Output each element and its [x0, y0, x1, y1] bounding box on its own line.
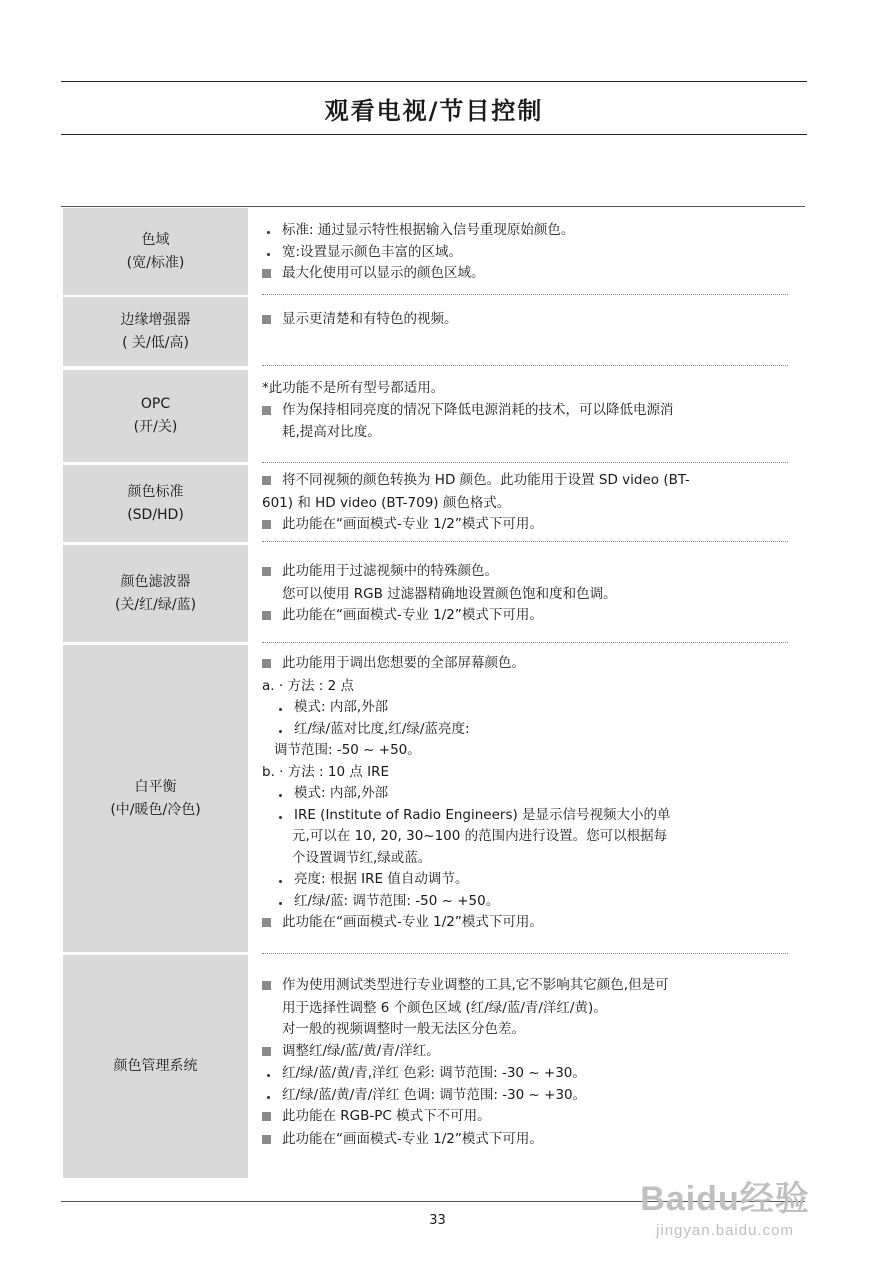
description-text: 亮度: 根据 IRE 值自动调节。 — [294, 871, 469, 887]
row-label-line: (宽/标准) — [126, 254, 185, 271]
description-text: 个设置调节红,绿或蓝。 — [292, 849, 432, 866]
row-label — [63, 955, 248, 1178]
square-bullet-icon — [262, 605, 282, 628]
dot-bullet-icon — [274, 891, 294, 913]
row-label-line: (关/红/绿/蓝) — [114, 596, 197, 613]
row-description — [262, 378, 802, 444]
description-text: 红/绿/蓝对比度,红/绿/蓝亮度: — [294, 720, 470, 737]
description-text: 最大化使用可以显示的颜色区域。 — [282, 265, 485, 281]
description-line — [262, 584, 802, 606]
description-text: 模式: 内部,外部 — [294, 699, 389, 715]
description-line — [262, 605, 802, 628]
description-line — [262, 378, 802, 400]
row-separator — [262, 953, 788, 954]
row-label-line: ( 关/低/高) — [122, 334, 189, 351]
description-line — [262, 422, 802, 444]
page-title: 观看电视/节目控制 — [324, 96, 544, 125]
description-text: 将不同视频的颜色转换为 HD 颜色。此功能用于设置 SD video (BT- — [282, 472, 690, 488]
description-line — [262, 719, 802, 741]
square-bullet-icon — [262, 514, 282, 537]
description-line — [262, 805, 802, 827]
row-label — [63, 208, 248, 295]
description-line — [262, 561, 802, 584]
dot-bullet-icon — [274, 869, 294, 891]
row-separator — [262, 642, 788, 643]
bottom-rule — [61, 1201, 805, 1202]
dot-bullet-icon — [274, 719, 294, 741]
description-text: b. · 方法 : 10 点 IRE — [262, 763, 390, 780]
description-text: 红/绿/蓝: 调节范围: -50 ~ +50。 — [294, 892, 500, 909]
row-label — [63, 297, 248, 366]
row-separator — [262, 365, 788, 366]
description-text: 红/绿/蓝/黄/青,洋红 色彩: 调节范围: -30 ~ +30。 — [282, 1065, 586, 1081]
description-text: 此功能在“画面模式-专业 1/2”模式下可用。 — [282, 516, 543, 532]
watermark-url: jingyan.baidu.com — [656, 1222, 794, 1239]
description-line — [262, 220, 802, 242]
row-description — [262, 309, 802, 332]
table-top-rule — [61, 206, 805, 207]
description-text: 调整红/绿/蓝/黄/青/洋红。 — [282, 1042, 440, 1059]
title-block — [61, 81, 807, 135]
row-label-line: 边缘增强器 — [120, 311, 191, 328]
square-bullet-icon — [262, 1041, 282, 1064]
description-line — [262, 1085, 802, 1107]
description-line — [262, 1041, 802, 1064]
description-text: *此功能不是所有型号都适用。 — [262, 380, 445, 396]
description-text: 标准: 通过显示特性根据输入信号重现原始颜色。 — [282, 222, 575, 238]
description-line — [262, 309, 802, 332]
description-line — [262, 848, 802, 870]
description-line — [262, 826, 802, 848]
description-line — [262, 783, 802, 805]
description-line — [262, 1129, 802, 1152]
description-text: 此功能用于调出您想要的全部屏幕颜色。 — [282, 655, 525, 671]
row-label-line: 颜色标准 — [127, 483, 184, 500]
row-description — [262, 561, 802, 628]
description-text: 调节范围: -50 ~ +50。 — [274, 742, 421, 758]
description-text: 模式: 内部,外部 — [294, 785, 389, 801]
dot-bullet-icon — [262, 1085, 282, 1107]
row-label — [63, 370, 248, 462]
watermark-logo: Baidu经验 — [640, 1180, 810, 1218]
row-description — [262, 470, 802, 537]
description-text: 用于选择性调整 6 个颜色区域 (红/绿/蓝/青/洋红/黄)。 — [282, 999, 607, 1016]
description-text: 此功能在 RGB-PC 模式下不可用。 — [282, 1108, 491, 1124]
description-line — [262, 676, 802, 698]
row-label-line: (中/暖色/冷色) — [110, 801, 201, 818]
description-line — [262, 912, 802, 935]
description-text: 耗,提高对比度。 — [282, 424, 381, 440]
row-separator — [262, 541, 788, 542]
description-line — [262, 1106, 802, 1129]
dot-bullet-icon — [274, 805, 294, 827]
description-text: IRE (Institute of Radio Engineers) 是显示信号视频大小的单 — [294, 806, 671, 823]
dot-bullet-icon — [274, 697, 294, 719]
row-separator — [262, 462, 788, 463]
row-label-line: 白平衡 — [134, 778, 177, 795]
description-text: 作为使用测试类型进行专业调整的工具,它不影响其它颜色,但是可 — [282, 977, 669, 993]
dot-bullet-icon — [262, 220, 282, 242]
description-line — [262, 653, 802, 676]
row-label-line: 颜色管理系统 — [113, 1058, 198, 1074]
row-description — [262, 220, 802, 286]
square-bullet-icon — [262, 1106, 282, 1129]
row-label-line: (开/关) — [133, 419, 178, 435]
row-label-line: 色域 — [141, 231, 170, 248]
description-text: 此功能在“画面模式-专业 1/2”模式下可用。 — [282, 607, 543, 623]
description-text: a. · 方法 : 2 点 — [262, 677, 354, 694]
square-bullet-icon — [262, 400, 282, 423]
row-label — [63, 465, 248, 542]
description-line — [262, 697, 802, 719]
square-bullet-icon — [262, 263, 282, 286]
description-line — [262, 740, 802, 762]
description-text: 显示更清楚和有特色的视频。 — [282, 311, 458, 327]
description-text: 601) 和 HD video (BT-709) 颜色格式。 — [262, 494, 511, 511]
description-line — [262, 891, 802, 913]
description-text: 元,可以在 10, 20, 30~100 的范围内进行设置。您可以根据每 — [292, 828, 668, 844]
dot-bullet-icon — [262, 242, 282, 264]
page-number: 33 — [429, 1213, 446, 1228]
row-label-line: 颜色滤波器 — [120, 573, 191, 590]
row-label-line: OPC — [140, 396, 171, 412]
description-text: 红/绿/蓝/黄/青/洋红 色调: 调节范围: -30 ~ +30。 — [282, 1086, 587, 1103]
description-line — [262, 762, 802, 784]
description-line — [262, 400, 802, 423]
description-line — [262, 998, 802, 1020]
description-line — [262, 263, 802, 286]
square-bullet-icon — [262, 470, 282, 493]
row-separator — [262, 294, 788, 295]
baidu-watermark — [600, 1150, 850, 1260]
description-text: 此功能用于过滤视频中的特殊颜色。 — [282, 563, 498, 579]
square-bullet-icon — [262, 1129, 282, 1152]
dot-bullet-icon — [262, 1063, 282, 1085]
square-bullet-icon — [262, 975, 282, 998]
square-bullet-icon — [262, 309, 282, 332]
description-line — [262, 242, 802, 264]
description-line — [262, 1019, 802, 1041]
square-bullet-icon — [262, 561, 282, 584]
row-description — [262, 653, 802, 935]
description-line — [262, 470, 802, 493]
row-label-line: (SD/HD) — [127, 506, 184, 523]
row-label — [63, 545, 248, 642]
description-text: 此功能在“画面模式-专业 1/2”模式下可用。 — [282, 914, 543, 930]
description-text: 您可以使用 RGB 过滤器精确地设置颜色饱和度和色调。 — [282, 585, 617, 602]
description-text: 此功能在“画面模式-专业 1/2”模式下可用。 — [282, 1130, 543, 1147]
row-description — [262, 975, 802, 1151]
description-line — [262, 514, 802, 537]
description-line — [262, 493, 802, 515]
description-text: 作为保持相同亮度的情况下降低电源消耗的技术，可以降低电源消 — [282, 401, 674, 418]
description-text: 宽:设置显示颜色丰富的区域。 — [282, 243, 463, 260]
description-line — [262, 1063, 802, 1085]
description-line — [262, 975, 802, 998]
description-text: 对一般的视频调整时一般无法区分色差。 — [282, 1021, 525, 1037]
square-bullet-icon — [262, 912, 282, 935]
dot-bullet-icon — [274, 783, 294, 805]
description-line — [262, 869, 802, 891]
square-bullet-icon — [262, 653, 282, 676]
row-label — [63, 645, 248, 952]
